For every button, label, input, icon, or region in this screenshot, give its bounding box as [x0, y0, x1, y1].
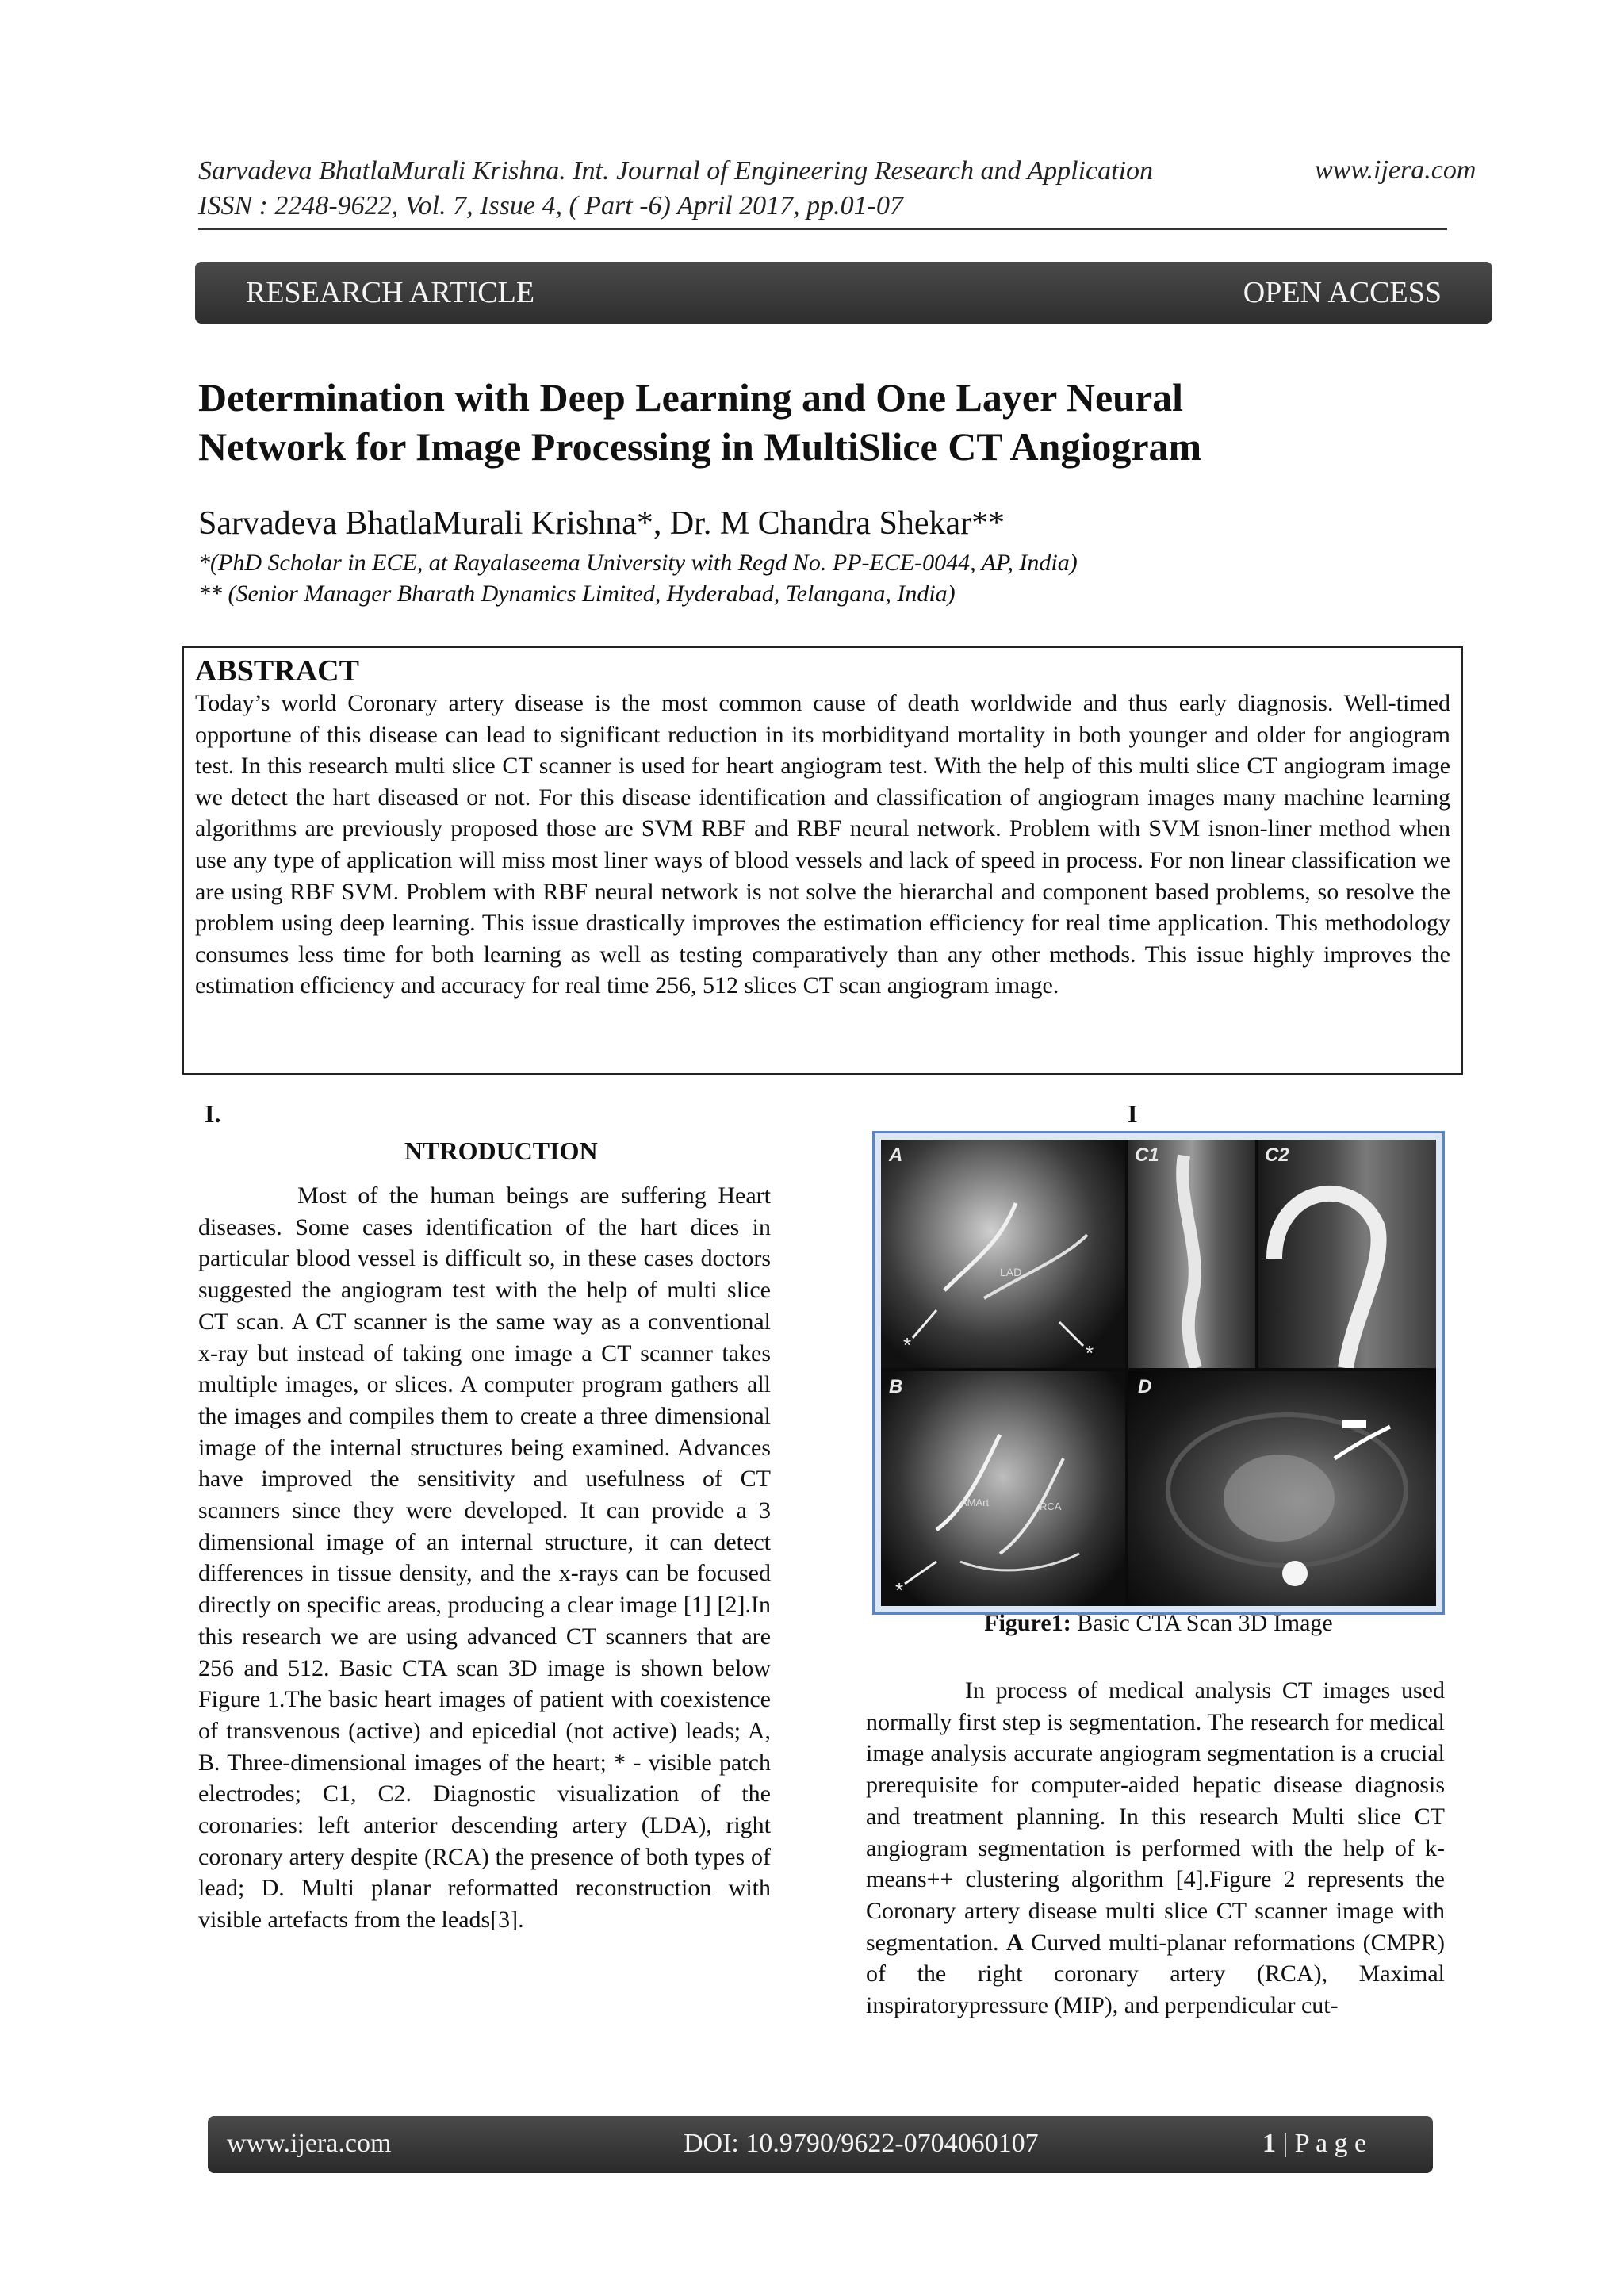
figure-caption	[872, 1610, 1445, 1637]
panel-c1	[1128, 1140, 1255, 1368]
page-number	[1262, 2129, 1366, 2159]
abstract-heading: ABSTRACT	[195, 654, 359, 688]
page-number-value: 1	[1262, 2129, 1276, 2158]
title-line-1: Determination with Deep Learning and One Layer Neural	[198, 375, 1184, 420]
svg-text:*: *	[903, 1333, 912, 1357]
journal-url[interactable]: www.ijera.com	[1315, 155, 1477, 185]
label-rca: RCA	[1040, 1501, 1062, 1512]
footer-url[interactable]: www.ijera.com	[227, 2129, 392, 2158]
intro-right-text-1: In process of medical analysis CT images used normally first step is segmentation. The research for medical image analysis accurate angiogram segmentation is a crucial prerequisite for computer-aided hepatic disease diagnosis and treatment planning. In this research Multi slice CT angiogram segmentation is performed with the help of k-means++ clustering algorithm [4].Figure 2 represents the Coronary artery disease multi slice CT scanner image with segmentation.	[866, 1677, 1445, 1956]
intro-right-column	[866, 1675, 1445, 2022]
panel-c2-graphic	[1258, 1140, 1436, 1368]
panel-c2	[1258, 1140, 1436, 1368]
page-number-suffix: | P a g e	[1276, 2129, 1367, 2158]
access-type: OPEN ACCESS	[1243, 276, 1442, 309]
panel-label-a: A	[889, 1144, 903, 1166]
section-title: NTRODUCTION	[404, 1137, 598, 1165]
page-footer	[208, 2116, 1433, 2173]
footer-doi: DOI: 10.9790/9622-0704060107	[684, 2129, 1039, 2158]
page-title	[198, 373, 1467, 471]
panel-d-graphic	[1128, 1371, 1436, 1606]
intro-left-column: Most of the human beings are suffering Heart diseases. Some cases identification of the hart dices in particular blood vessel is difficult so, in these cases doctors suggested the angiogram test with the help of multi slice CT scan. A CT scanner is the same way as a conventional x-ray but instead of taking one image a CT scanner takes multiple images, or slices. A computer program gathers all the images and compiles them to create a three dimensional image of the internal structures being examined. Advances have improved the sensitivity and usefulness of CT scanners since they were developed. It can provide a 3 dimensional image of an internal structure, it can detect differences in tissue density, and the x-rays can be focused directly on specific areas, producing a clear image [1] [2].In this research we are using advanced CT scanners that are 256 and 512. Basic CTA scan 3D image is shown below Figure 1.The basic heart images of patient with coexistence of transvenous (active) and epicedial (not active) leads; A, B. Three-dimensional images of the heart; * - visible patch electrodes; C1, C2. Diagnostic visualization of the coronaries: left anterior descending artery (LDA), right coronary artery despite (RCA) the presence of both types of lead; D. Multi planar reformatted reconstruction with visible artefacts from the leads[3].	[198, 1182, 771, 1934]
affiliation-2: ** (Senior Manager Bharath Dynamics Limited, Hyderabad, Telangana, India)	[198, 581, 956, 607]
label-amart: AMArt	[960, 1497, 990, 1508]
figure-1	[872, 1131, 1445, 1615]
section-number-right: I	[1128, 1099, 1138, 1128]
figure-caption-label: Figure1:	[984, 1610, 1071, 1636]
intro-right-text-2: Curved multi-planar reformations (CMPR) of the right coronary artery (RCA), Maximal inspiratorypressure (MIP), and perpendicular cut-	[866, 1929, 1445, 2019]
journal-citation: Sarvadeva BhatlaMurali Krishna. Int. Journal of Engineering Research and Application	[198, 156, 1154, 186]
authors: Sarvadeva BhatlaMurali Krishna*, Dr. M Chandra Shekar**	[198, 505, 1005, 542]
panel-label-b: B	[889, 1376, 903, 1397]
abstract-text: Today’s world Coronary artery disease is the most common cause of death worldwide and thus early diagnosis. Well-timed opportune of this disease can lead to significant reduction in its morbidityand mortality in both younger and older for angiogram test. In this research multi slice CT scanner is used for heart angiogram test. With the help of this multi slice CT angiogram image we detect the hart diseased or not. For this disease identification and classification of angiogram images many machine learning algorithms are previously proposed those are SVM RBF and RBF neural network. Problem with SVM isnon-liner method when use any type of application will miss most liner ways of blood vessels and lack of speed in process. For non linear classification we are using RBF SVM. Problem with RBF neural network is not solve the hierarchal and component based problems, so resolve the problem using deep learning. This issue drastically improves the estimation efficiency for real time application. This methodology consumes less time for both learning as well as testing comparatively than any other methods. This issue highly improves the estimation efficiency and accuracy for real time 256, 512 slices CT scan angiogram image.	[195, 690, 1450, 999]
article-banner	[195, 262, 1492, 324]
figure-image	[881, 1140, 1436, 1606]
panel-a-graphic	[881, 1140, 1125, 1368]
panel-d	[1128, 1371, 1436, 1606]
panel-a	[881, 1140, 1125, 1368]
panel-b	[881, 1371, 1125, 1606]
affiliation-1: *(PhD Scholar in ECE, at Rayalaseema University with Regd No. PP-ECE-0044, AP, India)	[198, 550, 1078, 576]
issn-line: ISSN : 2248-9622, Vol. 7, Issue 4, ( Part -6) April 2017, pp.01-07	[198, 191, 903, 220]
section-number: I.	[205, 1099, 221, 1128]
panel-c1-graphic	[1128, 1140, 1255, 1368]
panel-label-c1: C1	[1135, 1144, 1159, 1166]
svg-text:*: *	[895, 1578, 904, 1602]
figure-caption-text: Basic CTA Scan 3D Image	[1071, 1610, 1333, 1636]
panel-b-graphic	[881, 1371, 1125, 1606]
article-type: RESEARCH ARTICLE	[246, 276, 535, 309]
title-line-2: Network for Image Processing in MultiSlice CT Angiogram	[198, 424, 1202, 469]
svg-text:*: *	[1086, 1341, 1094, 1365]
intro-right-bold: A	[1005, 1929, 1024, 1956]
header-rule	[198, 228, 1447, 230]
abstract-box	[182, 646, 1463, 1075]
panel-label-c2: C2	[1265, 1144, 1289, 1166]
panel-label-d: D	[1138, 1376, 1152, 1397]
label-lad: LAD	[1000, 1266, 1022, 1278]
